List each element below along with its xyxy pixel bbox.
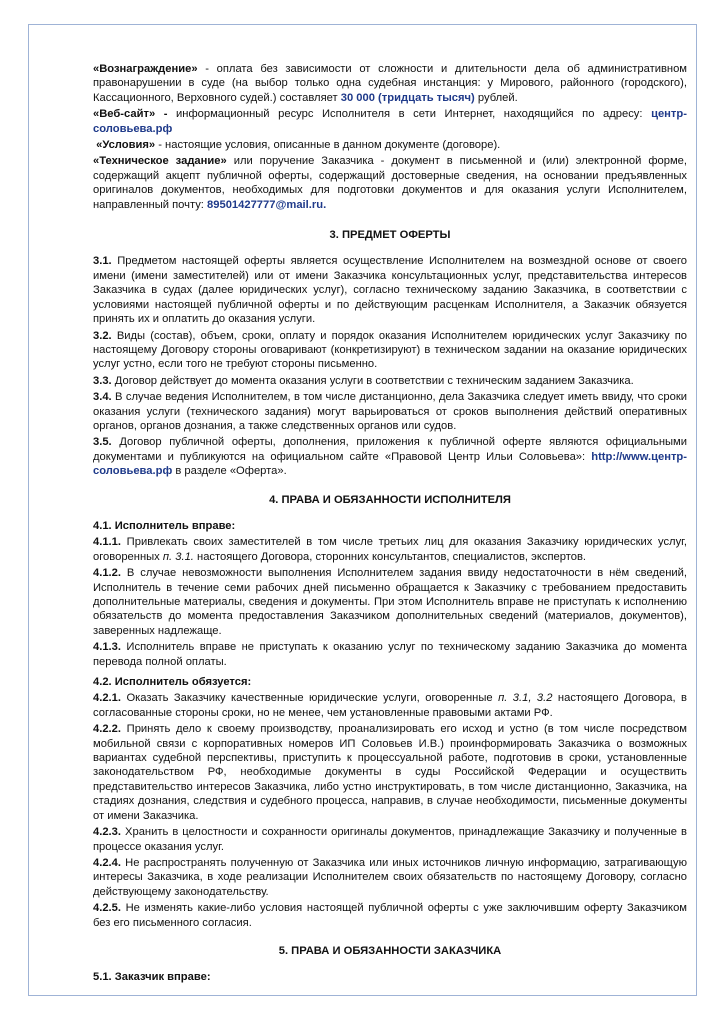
clause-4-1-2 xyxy=(93,566,687,638)
clause-4-2-1 xyxy=(93,691,687,720)
definition-text: - настоящие условия, описанные в данном документе (договоре). xyxy=(155,139,501,152)
clause-number: 4.2.1. xyxy=(93,692,121,705)
clause-number: 4.2.4. xyxy=(93,856,121,869)
clause-3-5 xyxy=(93,435,687,478)
clause-4-2-4 xyxy=(93,856,687,899)
subsection-5-1-heading: 5.1. Заказчик вправе: xyxy=(93,971,211,984)
clause-text: настоящего Договора, в согласованные стороны сроки, но не менее, чем установленные правовыми актами РФ. xyxy=(93,692,687,719)
term: «Веб-сайт» - xyxy=(93,108,168,121)
clause-text: Привлекать своих заместителей в том числе третьих лиц для оказания Заказчику юридических услуг, оговоренных xyxy=(93,536,687,563)
section-4-heading: 4. ПРАВА И ОБЯЗАННОСТИ ИСПОЛНИТЕЛЯ xyxy=(269,493,511,506)
definition-text: информационный ресурс Исполнителя в сети Интернет, находящийся по адресу: xyxy=(167,108,652,121)
clause-number: 3.4. xyxy=(93,391,112,404)
definition-text: - оплата без зависимости от сложности и длительности дела об административном правонарушении в суде (на выбор только одна судебная инстанция: у Мирового, районного (городского), Кассационного, Верховного судей.) составляет xyxy=(93,63,687,104)
clause-number: 4.1.1. xyxy=(93,536,121,549)
clause-4-2-2 xyxy=(93,722,687,823)
clause-3-3 xyxy=(93,374,687,388)
clause-text: Не изменять какие-либо условия настоящей публичной оферты с уже заключившим оферту Заказчиком без его письменного согласия. xyxy=(93,902,687,929)
clause-number: 4.2.2. xyxy=(93,723,121,736)
clause-text: в разделе «Оферта». xyxy=(172,465,287,478)
clause-number: 3.5. xyxy=(93,436,112,449)
clause-text: настоящего Договора, сторонних консультантов, специалистов, экспертов. xyxy=(193,550,586,563)
website-link[interactable]: центр-соловьева.рф xyxy=(93,108,687,135)
clause-text: В случае ведения Исполнителем, в том числе дистанционно, дела Заказчика следует иметь ввиду, что сроки оказания услуги (технического задания) могут варьироваться от сроков выполнения действий оперативных органов, органов дознания, а также следственных органов или судов. xyxy=(93,391,687,432)
clause-number: 4.1.3. xyxy=(93,641,121,654)
subsection-4-2-heading: 4.2. Исполнитель обязуется: xyxy=(93,676,252,689)
clause-number: 4.1.2. xyxy=(93,567,121,580)
definition-text: рублей. xyxy=(474,91,518,104)
clause-text: Исполнитель вправе не приступать к оказанию услуг по техническому заданию Заказчика до момента перевода полной оплаты. xyxy=(93,641,687,668)
definition-text: или поручение Заказчика - документ в письменной и (или) электронной форме, содержащий акцепт публичной оферты, содержащий достоверные сведения, на основании предъявленных оригиналов документов, необходимых для подготовки документов и для оказания услуги Исполнителем, направленный почту: xyxy=(93,155,688,211)
clause-reference: п. 3.1, 3.2 xyxy=(498,692,553,705)
clause-number: 4.2.5. xyxy=(93,902,121,915)
clause-number: 3.1. xyxy=(93,255,112,268)
section-5-heading: 5. ПРАВА И ОБЯЗАННОСТИ ЗАКАЗЧИКА xyxy=(278,944,502,957)
clause-text: В случае невозможности выполнения Исполнителем задания ввиду недостаточности в нём сведений, Исполнитель в течение семи рабочих дней письменно обращается к Заказчику с требованием предоставить дополнительные материалы, сведения и документы. При этом Исполнитель вправе не приступать к исполнению обязательств до момента предоставления Заказчиком дополнительных сведений (материалов, документов), заверенных надлежаще. xyxy=(93,567,687,637)
clause-text: Принять дело к своему производству, проанализировать его исход и устно (в том числе посредством мобильной связи с корпоративных номеров ИП Соловьев И.В.) проинформировать Заказчика о возможных вариантах судебной перспективы, приступить к процессуальной работе, подготовив в сроки, установленные законодательством РФ, необходимые документы в суды Российской Федерации и осуществить представительство интересов Заказчика, либо устно инструктировать, в том числе дистанционно, Заказчика, на стадиях дознания, следствия и судебного процесса, направив, в случае необходимости, письменные документы от имени Заказчика. xyxy=(93,723,687,822)
section-3-heading: 3. ПРЕДМЕТ ОФЕРТЫ xyxy=(329,229,451,242)
clause-text: Хранить в целостности и сохранности оригиналы документов, принадлежащие Заказчику и полученные в процессе оказания услуг. xyxy=(93,826,687,853)
clause-3-1 xyxy=(93,254,687,326)
definition-usloviya xyxy=(93,138,687,152)
clause-number: 3.2. xyxy=(93,329,112,342)
subsection-4-1-heading: 4.1. Исполнитель вправе: xyxy=(93,519,236,532)
clause-text: Договор действует до момента оказания услуги в соответствии с техническим заданием Заказчика. xyxy=(111,374,634,387)
clause-4-1-1 xyxy=(93,535,687,564)
clause-3-4 xyxy=(93,390,687,433)
definition-tech-zadanie xyxy=(93,154,687,212)
document-page xyxy=(28,24,697,996)
definition-voznagrazhdenie xyxy=(93,62,687,105)
email-link[interactable]: 89501427777@mail.ru. xyxy=(207,198,327,211)
clause-text: Договор публичной оферты, дополнения, приложения к публичной оферте являются официальными документами и публикуются на официальном сайте «Правовой Центр Ильи Соловьева»: xyxy=(93,436,687,463)
definition-website xyxy=(93,107,687,136)
fee-amount: 30 000 (тридцать тысяч) xyxy=(340,91,475,104)
document-content xyxy=(93,62,687,987)
clause-4-2-5 xyxy=(93,901,687,930)
clause-text: Не распространять полученную от Заказчика или иных источников личную информацию, затрагивающую интересы Заказчика, в ходе реализации Исполнителем своих обязательств по настоящему Договору, согласно действующему законодательству. xyxy=(93,856,687,898)
clause-number: 3.3. xyxy=(93,374,112,387)
term: «Техническое задание» xyxy=(93,155,227,168)
term: «Условия» xyxy=(96,139,156,152)
clause-number: 4.2.3. xyxy=(93,826,121,839)
website-link[interactable]: http://www.центр-соловьева.рф xyxy=(93,450,687,478)
term: «Вознаграждение» xyxy=(93,63,198,75)
clause-3-2 xyxy=(93,329,687,372)
clause-4-2-3 xyxy=(93,825,687,854)
clause-text: Виды (состав), объем, сроки, оплату и порядок оказания Исполнителем юридических услуг Заказчику по настоящему Договору стороны оговаривают (конкретизируют) в техническом задании на оказание юридических услуг устно, если того не требуют стороны письменно. xyxy=(93,329,687,371)
clause-text: Оказать Заказчику качественные юридические услуги, оговоренные xyxy=(121,692,499,705)
clause-reference: п. 3.1. xyxy=(162,550,194,563)
clause-text: Предметом настоящей оферты является осуществление Исполнителем на возмездной основе от своего имени (имени заместителей) или от имени Заказчика консультационных услуг, представительства интересов Заказчика в судах (далее юридических услуг), согласно техническому заданию Заказчика, в соответствии с условиями настоящей публичной оферты и по действующим расценкам Исполнителя, а Заказчик обязуется принять их и оплатить до оказания услуги. xyxy=(93,255,687,326)
clause-4-1-3 xyxy=(93,640,687,669)
